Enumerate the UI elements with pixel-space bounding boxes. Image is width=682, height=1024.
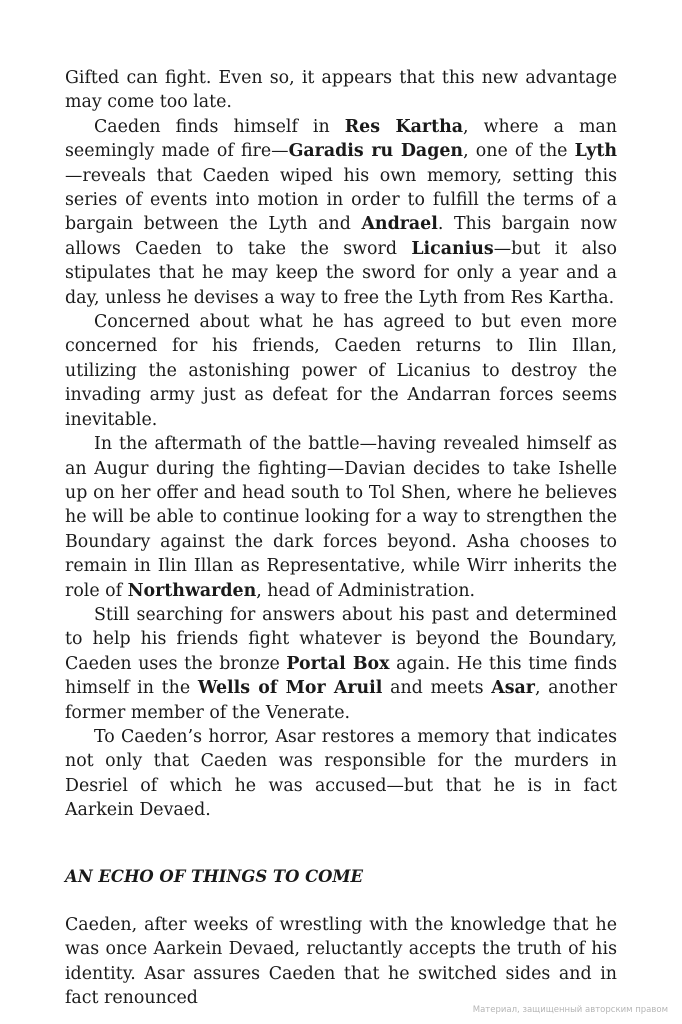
text-run: —but it also stipulates that he may keep the sword for only a year and a day, unless he devises a way to free the Lyth from Res Kartha. [65, 238, 617, 308]
book-page [65, 66, 617, 1011]
section-heading: AN ECHO OF THINGS TO COME [65, 866, 364, 886]
paragraph [65, 115, 617, 310]
text-run: , where a man seemingly made of fire— [65, 116, 617, 162]
text-run: Concerned about what he has agreed to but even more concerned for his friends, Caeden returns to Ilin Illan, utilizing the astonishing power of Licanius to destroy the invading army just as defeat for the Andarran forces seems inevitable. [65, 312, 617, 430]
bold-term: Licanius [411, 238, 494, 259]
summary-paragraphs [65, 66, 617, 823]
bold-term: Asar [491, 678, 535, 699]
paragraph [65, 603, 617, 725]
text-run: Gifted can fight. Even so, it appears that this new advantage may come too late. [65, 68, 617, 113]
bold-term: Andrael [361, 214, 438, 235]
text-run: , head of Administration. [256, 580, 476, 601]
text-run: , another former member of the Venerate. [65, 678, 618, 723]
text-run: again. He this time finds himself in the [65, 653, 617, 699]
final-paragraph: Caeden, after weeks of wrestling with the knowledge that he was once Aarkein Devaed, reluctantly accepts the truth of his identity. Asar assures Caeden that he switched sides and in fact renounced [65, 915, 617, 1009]
text-run: , one of the [463, 141, 575, 162]
bold-term: Garadis ru Dagen [288, 141, 464, 162]
paragraph [65, 725, 617, 823]
text-run: —reveals that Caeden wiped his own memory, setting this series of events into motion in order to fulfill the terms of a bargain between the Lyth and [65, 165, 617, 235]
text-run: In the aftermath of the battle—having revealed himself as an Augur during the fighting—Davian decides to take Ishelle up on her offer and head south to Tol Shen, where he believes he will be able to continue looking for a way to strengthen the Boundary against the dark forces beyond. Asha chooses to remain in Ilin Illan as Representative, while Wirr inherits the role of [65, 434, 617, 601]
paragraph [65, 310, 617, 432]
copyright-watermark: Материал, защищенный авторским правом [472, 1005, 668, 1015]
text-run: . This bargain now allows Caeden to take the sword [65, 214, 617, 259]
text-run: To Caeden’s horror, Asar restores a memory that indicates not only that Caeden was responsible for the murders in Desriel of which he was accused—but that he is in fact Aarkein Devaed. [65, 726, 617, 821]
text-run: Still searching for answers about his past and determined to help his friends fight whatever is beyond the Boundary, Caeden uses the bronze [65, 604, 617, 674]
text-run: Caeden finds himself in [94, 116, 345, 137]
bold-term: Res Kartha [344, 116, 464, 137]
bold-term: Lyth [574, 141, 617, 162]
bold-term: Northwarden [127, 580, 257, 601]
text-run: and meets [382, 678, 492, 699]
bold-term: Wells of Mor Aruil [197, 678, 383, 699]
paragraph [65, 66, 617, 115]
paragraph [65, 432, 617, 603]
bold-term: Portal Box [286, 653, 390, 674]
